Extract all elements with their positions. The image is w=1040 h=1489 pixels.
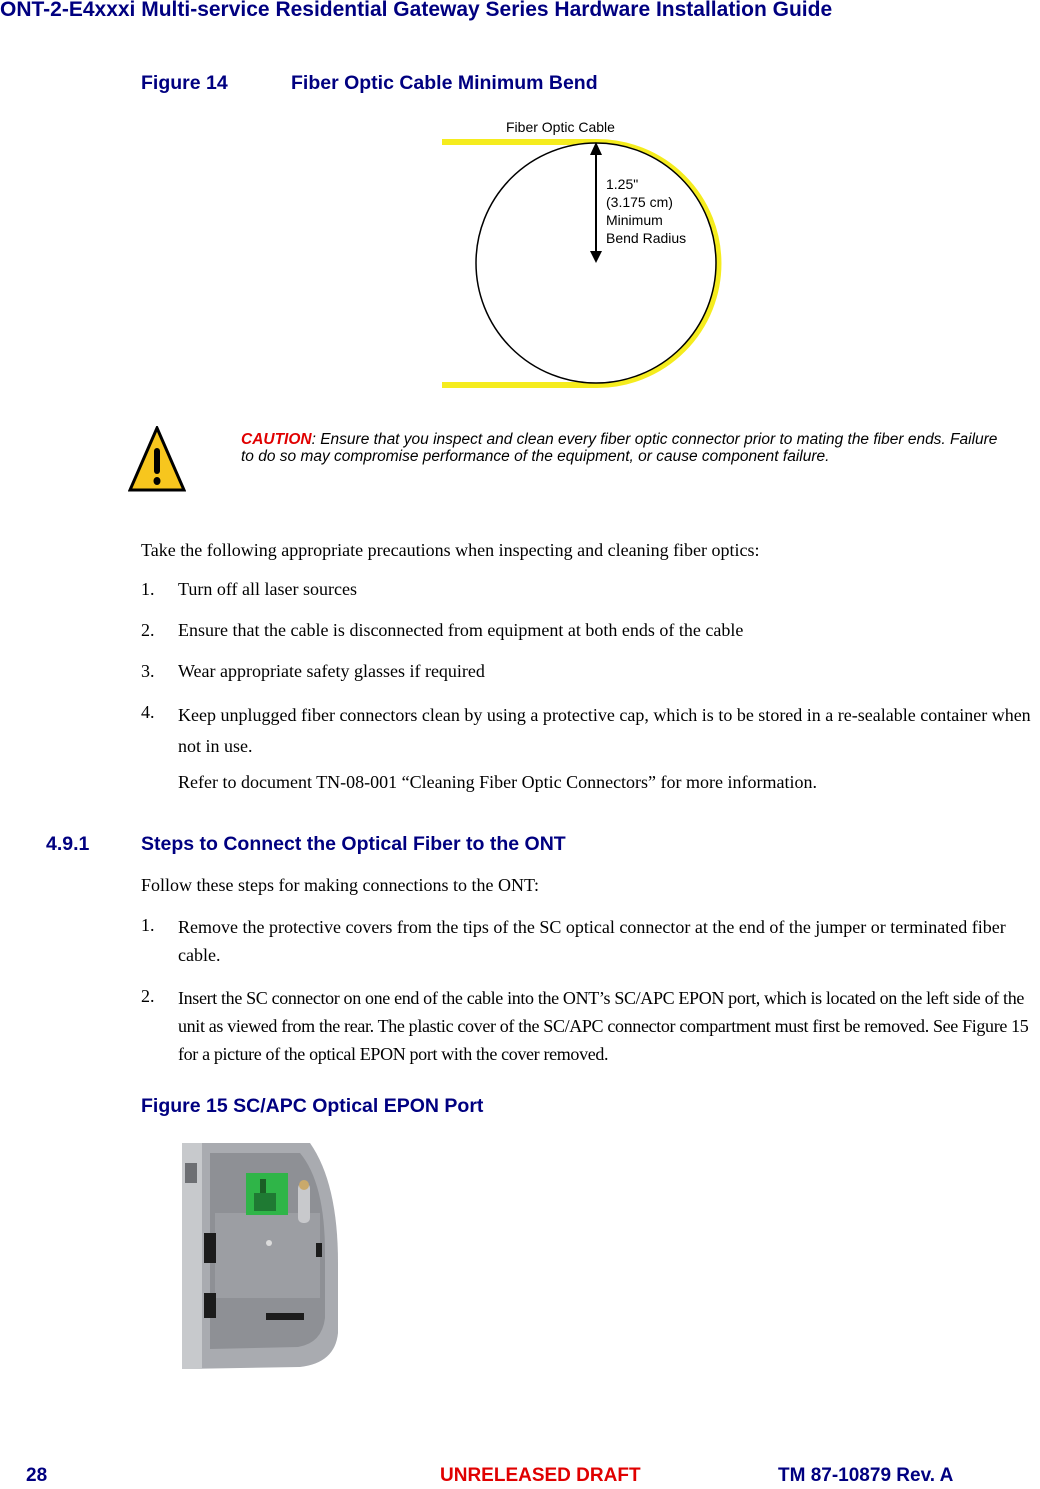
cable-label: Fiber Optic Cable [506,119,615,135]
document-id: TM 87-10879 Rev. A [778,1465,954,1486]
fiber-bend-diagram [440,115,730,395]
caution-text: : Ensure that you inspect and clean every fiber optic connector prior to mating the fiber ends. Failure to do so may compromise performance of the equipment, or cause component failure [241,431,998,465]
list-item: Remove the protective covers from the tips of the SC optical connector at the end of the jumper or terminated fiber cable. [178,917,1006,965]
radius-value-cm: (3.175 cm) [606,194,673,210]
radius-label-1: Minimum [606,212,663,228]
section-title: Steps to Connect the Optical Fiber to the ONT [141,833,566,855]
figure-15-caption: Figure 15 SC/APC Optical EPON Port [141,1095,484,1117]
figure-14-title: Fiber Optic Cable Minimum Bend [291,72,598,94]
draft-status: UNRELEASED DRAFT [440,1465,641,1486]
radius-value-inches: 1.25" [606,176,639,192]
list-item: Insert the SC connector on one end of the cable into the ONT’s SC/APC EPON port, which is located on the left side of the unit as viewed from the rear. The plastic cover of the SC/APC connector compartment must first be removed. See Figure 15 for a picture of the optical EPON port with the cover removed. [178,988,1029,1064]
list-item: Turn off all laser sources [178,579,357,599]
figure-14-number: Figure 14 [141,72,228,94]
document-header-title: ONT-2-E4xxxi Multi-service Residential Gateway Series Hardware Installation Guide [0,0,833,21]
epon-port-photo [180,1143,340,1371]
precautions-intro: Take the following appropriate precautions when inspecting and cleaning fiber optics: [141,540,760,560]
caution-label: CAUTION [241,431,312,448]
section-number: 4.9.1 [46,833,90,855]
list-item: Ensure that the cable is disconnected from equipment at both ends of the cable [178,620,744,640]
fiber-bend-illustration [440,115,730,395]
list-item: Keep unplugged fiber connectors clean by using a protective cap, which is to be stored in a re-sealable container when not in use. [178,705,1031,756]
section-intro: Follow these steps for making connections to the ONT: [141,875,540,895]
reference-note: Refer to document TN-08-001 “Cleaning Fiber Optic Connectors” for more information. [178,772,817,792]
page-number: 28 [26,1465,48,1486]
list-item: Wear appropriate safety glasses if required [178,661,485,681]
caution-note: CAUTION: Ensure that you inspect and clean every fiber optic connector prior to mating the fiber ends. Failure to do so may compromise performance of the equipment, or cause component failure. [241,431,998,465]
radius-label-2: Bend Radius [606,230,687,246]
warning-triangle-icon [128,426,186,492]
